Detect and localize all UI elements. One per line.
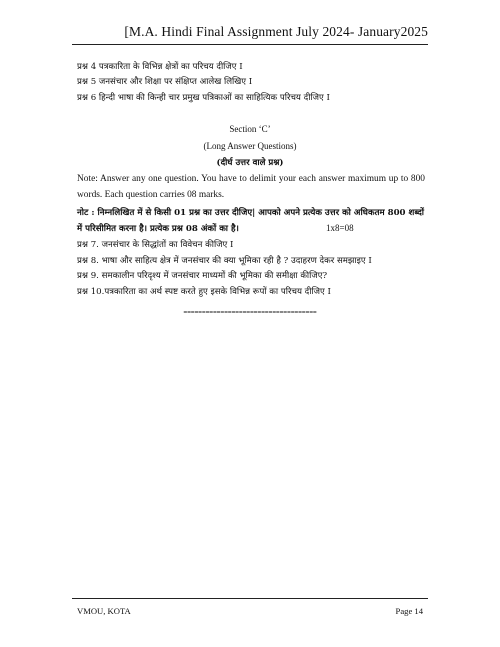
section-c-subtitle: (Long Answer Questions) bbox=[203, 141, 297, 151]
section-c-subtitle-hindi: (दीर्घ उत्तर वाले प्रश्न) bbox=[216, 158, 284, 168]
note-hindi: नोट : निम्नलिखित में से किसी 01 प्रश्न का उत्तर दीजिए| आपको अपने प्रत्येक उत्तर को अधिकतम 800 शब्दों में परिसीमित करना है। प्रत्येक प्रश्न 08 अंकों का है। bbox=[77, 208, 425, 234]
question-8: प्रश्न 8. भाषा और साहित्य क्षेत्र में जनसंचार की क्या भूमिका रही है ? उदाहरण देकर समझाइए I bbox=[77, 256, 372, 266]
note-english: Note: Answer any one question. You have to delimit your each answer maximum up to 800 words. Each question carries 08 marks. bbox=[77, 174, 425, 200]
end-divider: ==================================== bbox=[183, 309, 317, 316]
section-c-title: Section ‘C’ bbox=[229, 124, 271, 134]
footer-rule bbox=[72, 598, 428, 599]
header-rule bbox=[72, 44, 428, 45]
footer-institution: VMOU, KOTA bbox=[77, 606, 131, 616]
page-header-title: [M.A. Hindi Final Assignment July 2024- January2025 bbox=[124, 24, 428, 39]
question-5: प्रश्न 5 जनसंचार और शिक्षा पर संक्षिप्त आलेख लिखिए I bbox=[77, 77, 253, 87]
question-6: प्रश्न 6 हिन्दी भाषा की किन्ही चार प्रमुख पत्रिकाओं का साहित्यिक परिचय दीजिए I bbox=[77, 93, 330, 103]
question-9: प्रश्न 9. समकालीन परिदृश्य में जनसंचार माध्यमों की भूमिका की समीक्षा कीजिए? bbox=[77, 271, 328, 281]
question-4: प्रश्न 4 पत्रकारिता के विभिन्न क्षेत्रों का परिचय दीजिए I bbox=[77, 62, 243, 72]
question-10: प्रश्न 10.पत्रकारिता का अर्थ स्पष्ट करते हुए इसके विभिन्न रूपों का परिचय दीजिए I bbox=[77, 287, 331, 297]
question-7: प्रश्न 7. जनसंचार के सिद्धांतों का विवेचन कीजिए I bbox=[77, 240, 234, 250]
footer-page-number: Page 14 bbox=[395, 606, 423, 616]
marks-label: 1x8=08 bbox=[326, 223, 354, 233]
